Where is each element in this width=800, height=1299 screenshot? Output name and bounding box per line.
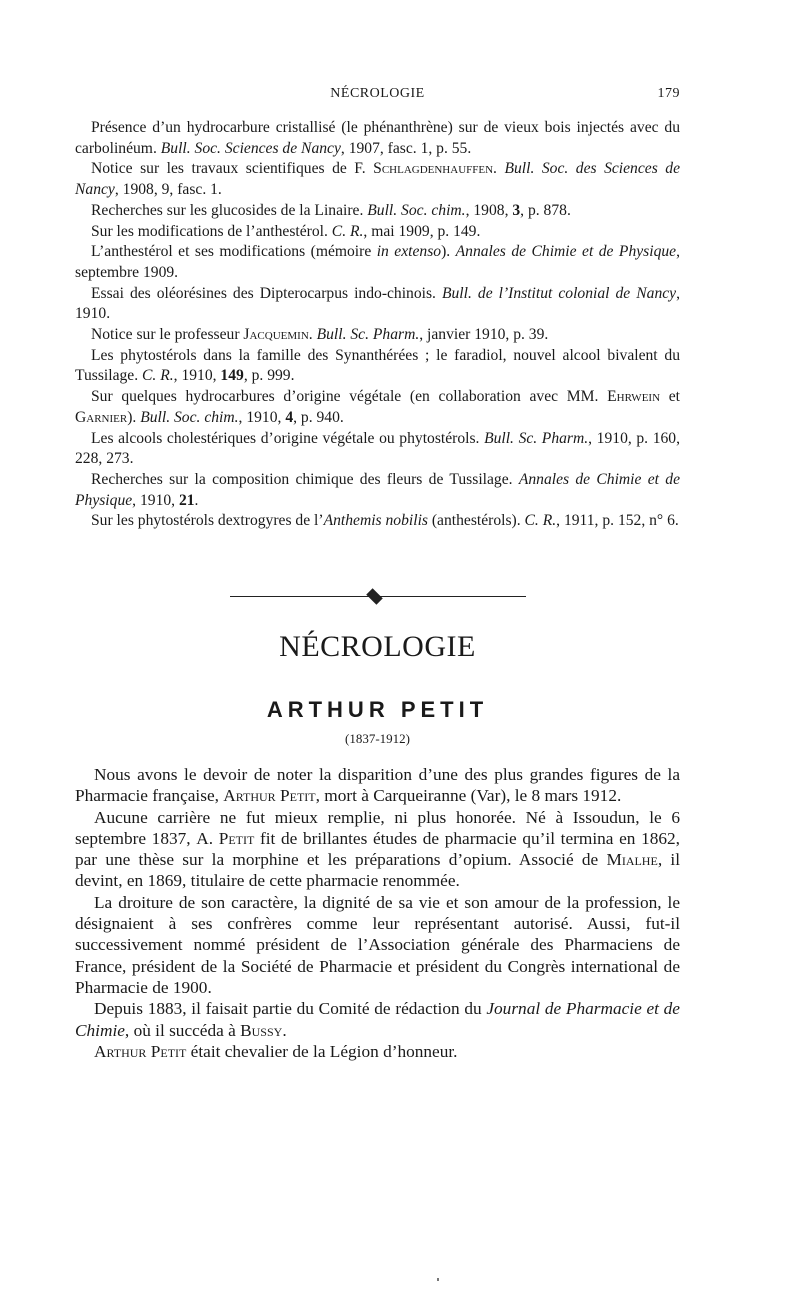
obituary-paragraph — [75, 764, 680, 807]
text-run: Notice sur les travaux scientifiques de F. — [91, 160, 374, 178]
text-run: , 1908, — [465, 201, 513, 219]
text-run: Depuis 1883, il faisait partie du Comité de rédaction du — [94, 999, 487, 1019]
text-run: ). — [441, 243, 456, 261]
italic-text: Bull. Soc. Sciences de Nancy — [160, 139, 341, 157]
obituary-paragraph — [75, 807, 680, 892]
text-run: Les phytostérols dans la famille des Synanthérées ; le faradiol, nouvel alcool bivalent du Tussilage. — [75, 346, 680, 385]
text-run: , 1907, fasc. 1, p. 55. — [340, 139, 472, 157]
text-run: , il devint, en 1869, titulaire de cette pharmacie renommée. — [75, 850, 680, 891]
text-run: Recherches sur les glucosides de la Linaire. — [91, 201, 368, 219]
text-run: , 1910, — [132, 491, 179, 509]
small-caps-name: Arthur Petit — [223, 786, 316, 806]
text-run: , 1910, — [173, 367, 221, 385]
bibliography-entry — [75, 242, 680, 283]
text-run: et — [660, 388, 680, 406]
text-run: fit de brillantes études de pharmacie qu’il termina en 1862, par une thèse sur la morphine et les préparations d’opium. Associé de — [75, 828, 680, 870]
obituary-paragraph — [75, 998, 680, 1041]
small-caps-name: Schlagdenhauffen — [373, 160, 494, 178]
text-run: . — [194, 491, 199, 509]
bibliography-entry — [75, 201, 680, 222]
obituary-text — [75, 764, 680, 1062]
text-run: , p. 940. — [293, 408, 344, 426]
text-run: Nous avons le devoir de noter la disparition d’une des plus grandes figures de la Pharmacie française, — [75, 765, 680, 806]
text-run: Essai des oléorésines des Dipterocarpus indo-chinois. — [91, 284, 442, 302]
person-name: ARTHUR PETIT — [266, 697, 489, 722]
bibliography-entry — [75, 118, 680, 159]
italic-text: in extenso — [376, 243, 442, 261]
text-run: Recherches sur la composition chimique des fleurs de Tussilage. — [91, 470, 519, 488]
text-run: , p. 999. — [243, 367, 295, 385]
section-title: NÉCROLOGIE — [279, 630, 476, 663]
italic-text: Bull. de l’Institut colonial de Nancy — [441, 284, 677, 302]
text-run: , janvier 1910, p. 39. — [419, 326, 549, 344]
text-run: , p. 878. — [520, 201, 571, 219]
small-caps-name: Jacquemin — [243, 326, 309, 344]
bibliography-entry — [75, 284, 680, 325]
bold-volume: 4 — [285, 408, 294, 426]
bold-volume: 21 — [178, 491, 195, 509]
italic-text: Bull. Soc. chim. — [140, 408, 239, 426]
italic-text: Annales de Chimie et de Physique — [75, 470, 680, 509]
text-run: Présence d’un hydrocarbure cristallisé (le phénanthrène) sur de vieux bois injectés avec du carbolinéum. — [75, 119, 680, 157]
small-caps-name: Arthur Petit — [94, 1041, 187, 1061]
text-run: Sur quelques hydrocarbures d’origine végétale (en collaboration avec MM. — [91, 388, 608, 406]
text-run: , 1908, 9, fasc. 1. — [114, 181, 222, 199]
text-run: . — [282, 1020, 287, 1040]
bibliography-entry — [75, 325, 680, 346]
italic-text: Bull. Soc. des Sciences de Nancy — [75, 160, 680, 199]
small-caps-name: Garnier — [75, 408, 128, 426]
bold-volume: 149 — [220, 367, 244, 385]
text-run: , où il succéda à — [124, 1020, 241, 1040]
bibliography-entry — [75, 159, 680, 200]
running-title: NÉCROLOGIE — [330, 86, 425, 101]
text-run: La droiture de son caractère, la dignité de sa vie et son amour de la profession, le désignaient à ses confrères comme leur représentant autorisé. Aussi, fut-il successivement nommé président de l’Association générale des Pharmaciens de France, président de la Société de Pharmacie et président du Congrès international de Pharmacie de 1900. — [75, 892, 680, 997]
italic-text: Bull. Soc. chim. — [367, 201, 466, 219]
italic-text: C. R. — [524, 512, 557, 530]
text-run: Sur les phytostérols dextrogyres de l’ — [91, 512, 324, 530]
italic-text: Anthemis nobilis — [323, 512, 428, 530]
ornamental-separator — [230, 596, 526, 597]
obituary-paragraph — [75, 892, 680, 998]
small-caps-name: Ehrwein — [607, 388, 661, 406]
text-run: , mort à Carqueiranne (Var), le 8 mars 1912. — [315, 786, 622, 806]
bibliography-entry — [75, 429, 680, 470]
bibliography-list — [75, 118, 680, 532]
italic-text: Annales de Chimie et de Physique — [455, 243, 677, 261]
bibliography-entry — [75, 222, 680, 243]
small-caps-name: Bussy — [240, 1020, 283, 1040]
italic-text: C. R. — [331, 222, 364, 240]
life-dates: (1837-1912) — [345, 731, 410, 746]
running-header — [75, 86, 680, 106]
text-run: L’anthestérol et ses modifications (mémoire — [91, 243, 377, 261]
bibliography-entry — [75, 511, 680, 532]
italic-text: Journal de Pharmacie et de Chimie — [75, 999, 680, 1040]
text-run: , 1910, — [238, 408, 286, 426]
italic-text: Bull. Sc. Pharm. — [484, 429, 589, 447]
obituary-paragraph — [75, 1041, 680, 1062]
italic-text: C. R. — [142, 367, 174, 385]
text-run: , mai 1909, p. 149. — [363, 222, 481, 240]
diamond-ornament — [366, 588, 383, 605]
text-run: était chevalier de la Légion d’honneur. — [186, 1041, 458, 1061]
bibliography-entry — [75, 387, 680, 428]
text-run: , 1910. — [75, 284, 680, 323]
small-caps-name: Mialhe — [606, 850, 658, 870]
bibliography-entry — [75, 346, 680, 387]
small-caps-name: A. Petit — [196, 828, 255, 848]
print-speck — [437, 1278, 439, 1281]
text-run: (anthestérols). — [427, 512, 525, 530]
text-run: ). — [127, 408, 141, 426]
text-run: , 1910, p. 160, 228, 273. — [75, 429, 680, 468]
text-run: , septembre 1909. — [75, 243, 680, 281]
bold-volume: 3 — [512, 201, 521, 219]
text-run: Aucune carrière ne fut mieux remplie, ni plus honorée. Né à Issoudun, le 6 septembre 1837, — [75, 807, 680, 848]
text-run: Notice sur le professeur — [91, 326, 244, 344]
text-run: . — [493, 160, 505, 178]
page-number: 179 — [657, 86, 680, 101]
italic-text: Bull. Sc. Pharm. — [316, 326, 420, 344]
text-run: Sur les modifications de l’anthestérol. — [91, 222, 332, 240]
bibliography-entry — [75, 470, 680, 511]
text-run: , 1911, p. 152, n° 6. — [556, 512, 679, 530]
text-run: . — [308, 326, 317, 344]
text-run: Les alcools cholestériques d’origine végétale ou phytostérols. — [91, 429, 485, 447]
